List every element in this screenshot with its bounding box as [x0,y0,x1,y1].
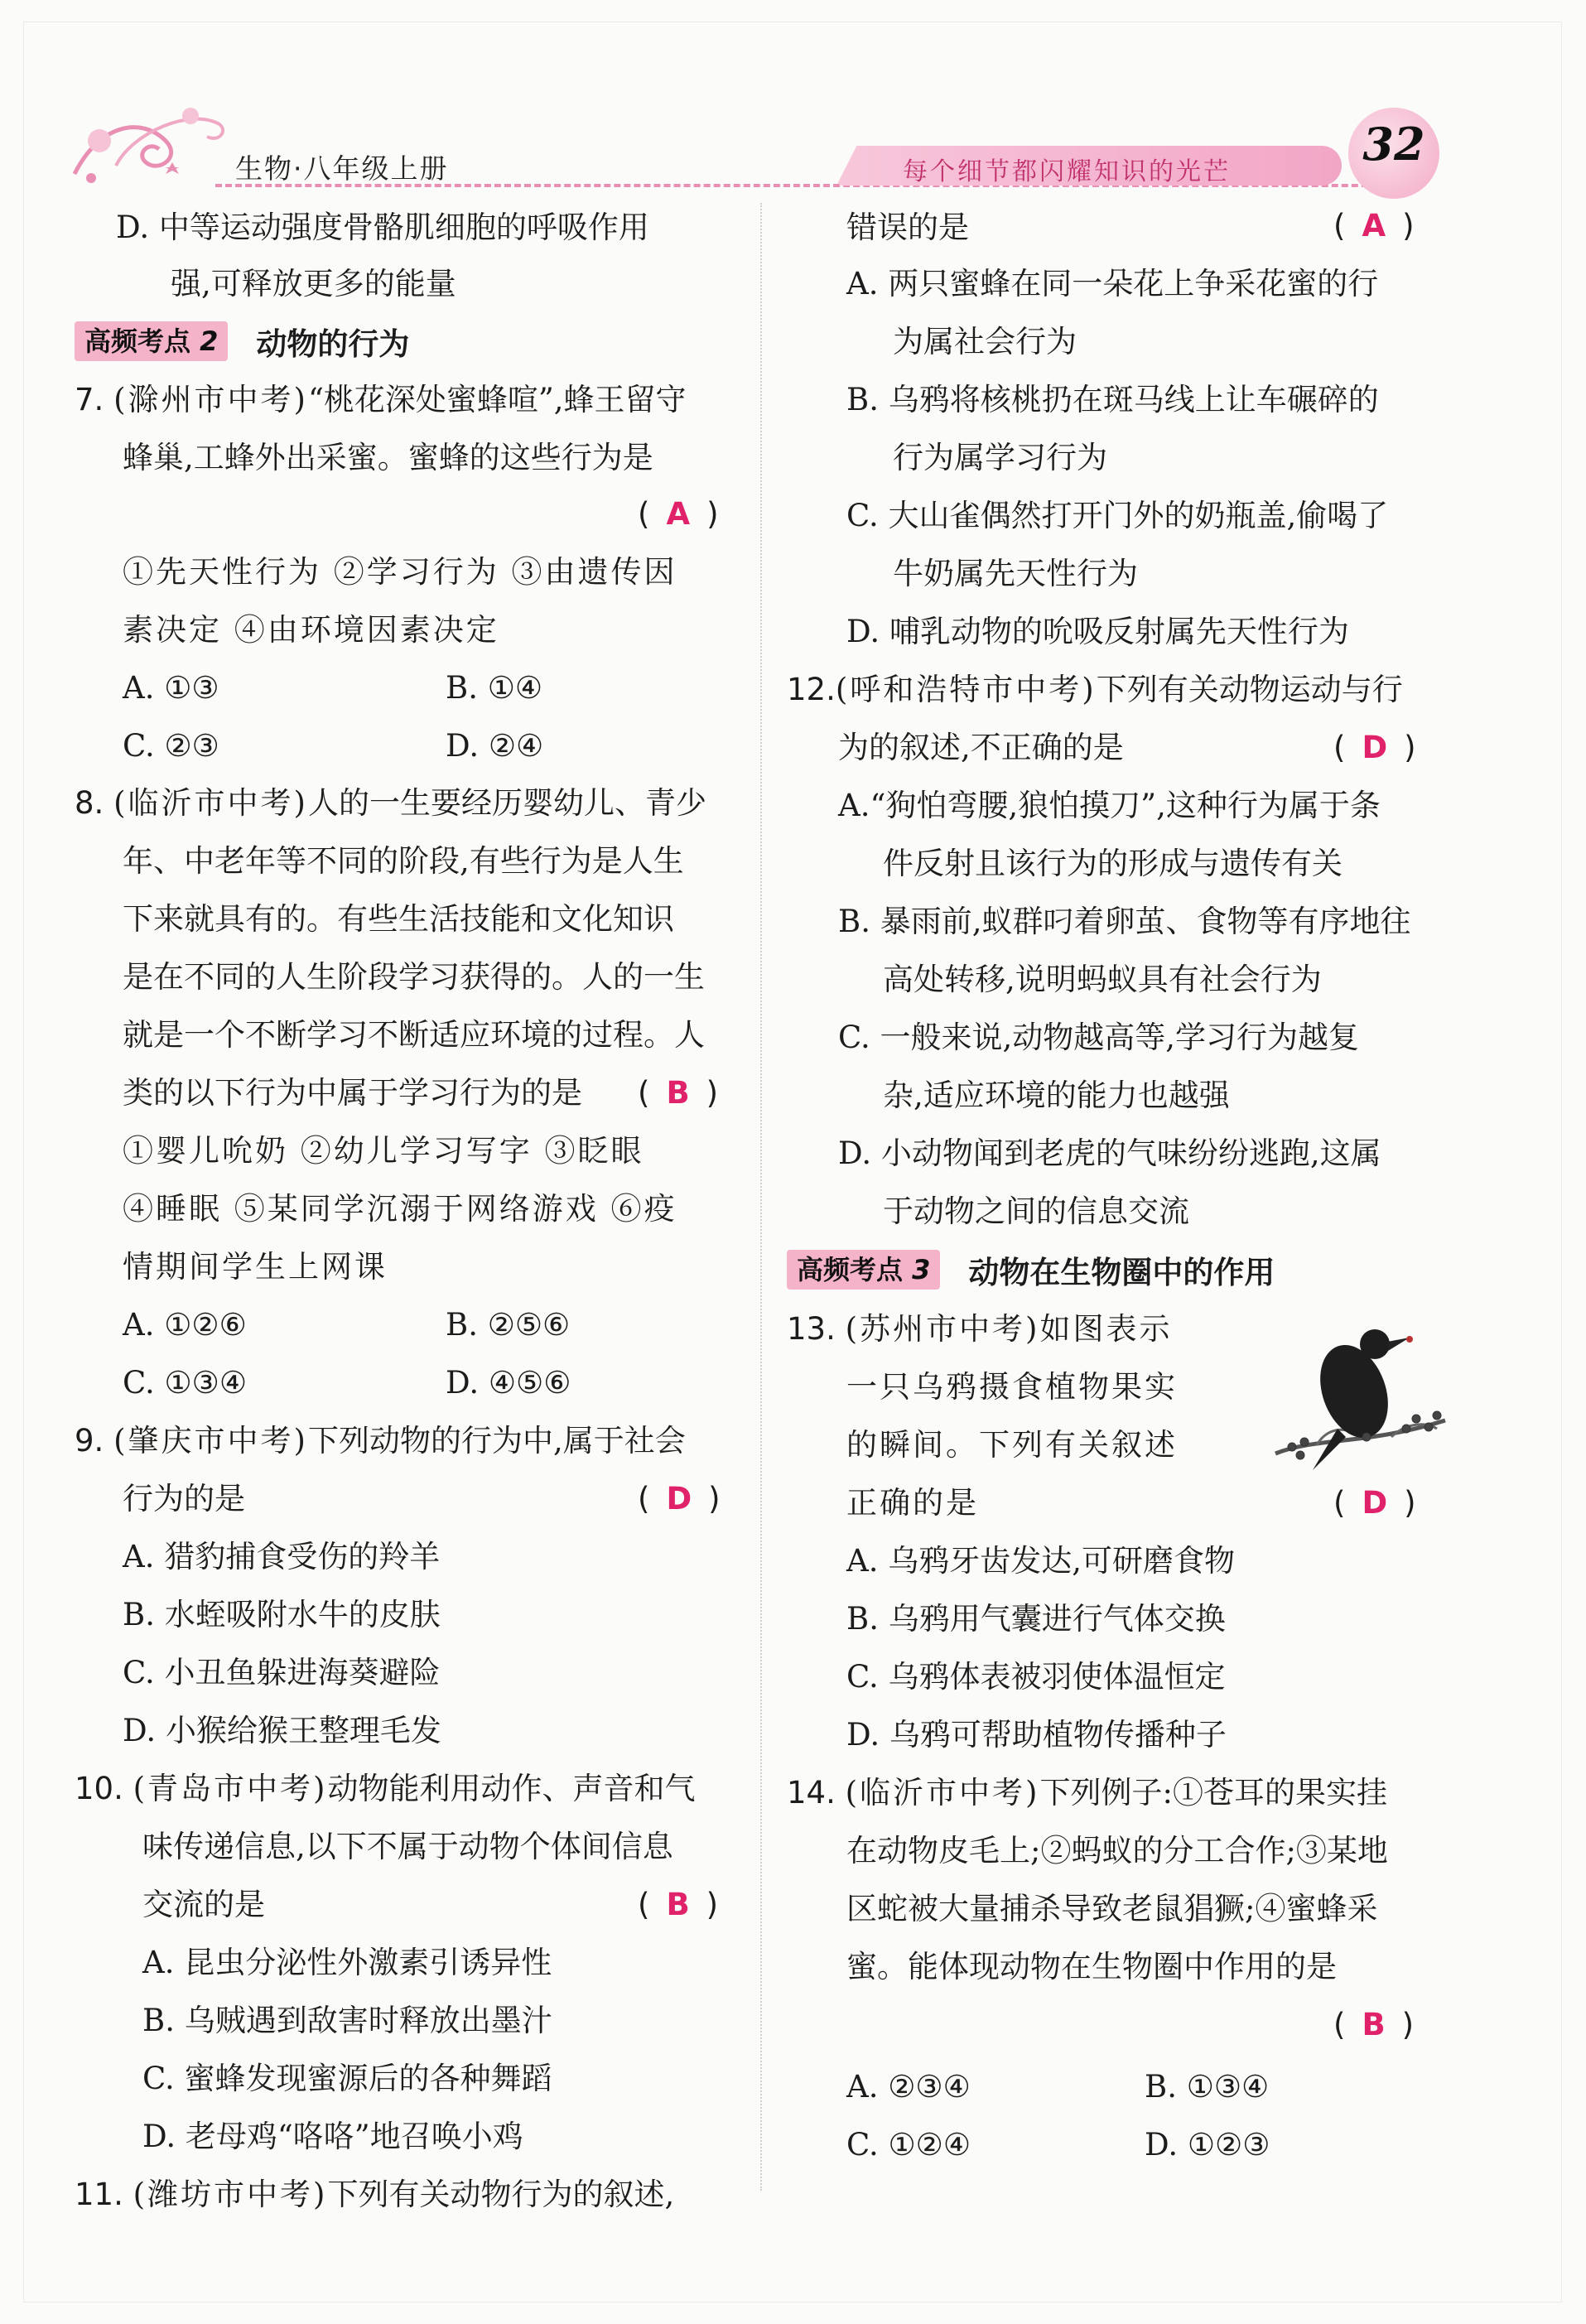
q10-answer: ( B ) [638,1887,719,1922]
answer-mark: A [1362,208,1386,243]
q9-option-b: B. 水蛭吸附水牛的皮肤 [123,1597,441,1632]
q13-option-d: D. 乌鸦可帮助植物传播种子 [846,1717,1227,1753]
page-number: 32 [1362,118,1425,171]
column-divider [760,203,762,2191]
q7-answer: ( A ) [638,496,719,532]
q11-option-d: D. 哺乳动物的吮吸反射属先天性行为 [846,614,1349,649]
section-tag-label: 高频考点 [84,325,191,357]
section-title: 动物在生物圈中的作用 [968,1255,1275,1290]
question-number: 8. [75,785,104,821]
answer-mark: B [666,1887,690,1922]
page-header [0,0,1586,207]
q7-items-line1: ①先天性行为 ②学习行为 ③由遗传因 [123,554,677,590]
q8-answer: ( B ) [638,1075,719,1111]
q8-option-a: A. ①②⑥ [123,1307,247,1343]
q10-stem-line3: 交流的是 [142,1887,265,1922]
q8-items-line1: ①婴儿吮奶 ②幼儿学习写字 ③眨眼 [123,1133,644,1169]
question-text: 下列例子:①苍耳的果实挂 [1039,1775,1387,1811]
q8-option-b: B. ②⑤⑥ [446,1307,571,1343]
question-source: (呼和浩特市中考) [835,672,1097,707]
q12-option-b-line2: 高处转移,说明蚂蚁具有社会行为 [883,962,1322,997]
q13-option-a: A. 乌鸦牙齿发达,可研磨食物 [846,1543,1236,1579]
question-text: 下列有关动物运动与行 [1096,672,1403,707]
question-text: 动物能利用动作、声音和气 [327,1771,696,1806]
q9-stem-line2: 行为的是 [123,1481,245,1516]
question-text: 下列动物的行为中,属于社会 [307,1423,686,1459]
q11-option-a-line1: A. 两只蜜蜂在同一朵花上争采花蜜的行 [846,266,1379,301]
q14-stem-line4: 蜜。能体现动物在生物圈中作用的是 [846,1949,1337,1984]
q7-stem-line2: 蜂巢,工蜂外出采蜜。蜜蜂的这些行为是 [123,440,653,475]
q12-option-b-line1: B. 暴雨前,蚁群叼着卵茧、食物等有序地往 [838,904,1411,939]
q9-answer: ( D ) [638,1481,721,1516]
q11-stem-line2: 错误的是 [846,210,969,245]
q9-option-a: A. 猎豹捕食受伤的羚羊 [123,1539,441,1574]
q7-option-c: C. ②③ [123,728,219,764]
q14-answer: ( B ) [1333,2007,1415,2042]
q9-option-d: D. 小猴给猴王整理毛发 [123,1713,441,1748]
q8-stem-line2: 年、中老年等不同的阶段,有些行为是人生 [123,843,684,879]
q14-option-a: A. ②③④ [846,2069,971,2105]
q14-stem-line1 [787,1772,1387,1814]
q8-items-line2: ④睡眠 ⑤某同学沉溺于网络游戏 ⑥疫 [123,1191,677,1227]
question-text: 人的一生要经历婴幼儿、青少 [307,785,706,821]
question-source: (青岛市中考) [133,1771,328,1806]
question-source: (临沂市中考) [845,1775,1040,1811]
q14-stem-line3: 区蛇被大量捕杀导致老鼠猖獗;④蜜蜂采 [846,1891,1378,1926]
question-text: “桃花深处蜜蜂喧”,蜂王留守 [307,382,687,417]
question-number: 14. [787,1775,836,1811]
q8-stem-line6: 类的以下行为中属于学习行为的是 [123,1075,582,1111]
q13-stem-line1 [787,1309,1172,1350]
answer-mark: D [1362,730,1388,765]
q12-option-c-line1: C. 一般来说,动物越高等,学习行为越复 [838,1020,1360,1055]
q10-option-c: C. 蜜蜂发现蜜源后的各种舞蹈 [142,2061,552,2096]
q12-stem-line2: 为的叙述,不正确的是 [838,730,1124,765]
q11-answer: ( A ) [1333,208,1415,243]
answer-mark: B [1362,2007,1386,2042]
section-tag [75,321,228,361]
question-number: 9. [75,1423,104,1459]
q12-option-a-line2: 件反射且该行为的形成与遗传有关 [883,846,1343,881]
answer-mark: D [1362,1485,1388,1521]
question-source: (肇庆市中考) [113,1423,308,1459]
q11-option-c-line1: C. 大山雀偶然打开门外的奶瓶盖,偷喝了 [846,498,1389,533]
crow-on-branch-illustration [1267,1313,1449,1478]
section-title: 动物的行为 [256,326,410,362]
q8-option-c: C. ①③④ [123,1365,248,1401]
q8-stem-line3: 下来就具有的。有些生活技能和文化知识 [123,901,674,937]
question-number: 7. [75,382,104,417]
question-number: 11. [75,2177,123,2212]
q14-option-b: B. ①③④ [1145,2069,1270,2105]
q7-items-line2: 素决定 ④由环境因素决定 [123,612,499,648]
q6-option-d-line1: D. 中等运动强度骨骼肌细胞的呼吸作用 [116,210,649,245]
q7-option-a: A. ①③ [123,670,219,706]
q10-option-d: D. 老母鸡“咯咯”地召唤小鸡 [142,2119,523,2154]
subject-title: 生物·八年级上册 [235,152,449,185]
answer-mark: D [666,1481,692,1516]
q11-option-b-line1: B. 乌鸦将核桃扔在斑马线上让车碾碎的 [846,382,1379,417]
q7-option-b: B. ①④ [446,670,543,706]
q12-option-a-line1: A.“狗怕弯腰,狼怕摸刀”,这种行为属于条 [838,788,1381,823]
q6-option-d-line2: 强,可释放更多的能量 [171,266,456,301]
q8-stem-line5: 就是一个不断学习不断适应环境的过程。人 [123,1017,705,1053]
q12-answer: ( D ) [1333,730,1416,765]
q12-option-d-line2: 于动物之间的信息交流 [883,1193,1189,1229]
floral-ornament-icon [66,91,232,190]
q13-stem-line4: 正确的是 [846,1485,979,1521]
q13-answer: ( D ) [1333,1485,1416,1521]
q10-stem-line1 [75,1768,695,1810]
q13-stem-line2: 一只乌鸦摄食植物果实 [846,1369,1178,1405]
q11-stem-line1 [75,2174,674,2216]
q13-stem-line3: 的瞬间。下列有关叙述 [846,1427,1178,1463]
section-heading-2 [75,319,409,360]
q7-option-d: D. ②④ [446,728,544,764]
q8-stem-line1 [75,783,706,824]
question-source: (滁州市中考) [113,382,308,417]
answer-mark: A [666,496,691,532]
q14-option-d: D. ①②③ [1145,2127,1270,2162]
q12-option-c-line2: 杂,适应环境的能力也越强 [883,1078,1230,1113]
q10-option-b: B. 乌贼遇到敌害时释放出墨汁 [142,2003,552,2038]
question-source: (苏州市中考) [845,1311,1040,1347]
q9-stem-line1 [75,1420,686,1462]
q12-stem-line1 [787,669,1403,711]
q14-option-c: C. ①②④ [846,2127,971,2162]
section-tag-number: 3 [912,1254,931,1285]
q11-option-c-line2: 牛奶属先天性行为 [893,556,1138,591]
question-number: 10. [75,1771,123,1806]
q7-stem-line1 [75,379,687,421]
q9-option-c: C. 小丑鱼躲进海葵避险 [123,1655,441,1690]
question-source: (潍坊市中考) [133,2177,328,2212]
q8-option-d: D. ④⑤⑥ [446,1365,571,1401]
section-tag-label: 高频考点 [797,1254,904,1285]
q13-option-c: C. 乌鸦体表被羽使体温恒定 [846,1659,1226,1695]
question-number: 12. [787,672,836,707]
section-heading-3 [787,1247,1275,1289]
slogan-text: 每个细节都闪耀知识的光芒 [903,157,1231,186]
question-source: (临沂市中考) [113,785,308,821]
q10-stem-line2: 味传递信息,以下不属于动物个体间信息 [142,1829,673,1864]
question-text: 如图表示 [1039,1311,1173,1347]
q11-option-b-line2: 行为属学习行为 [893,440,1107,475]
q12-option-d-line1: D. 小动物闻到老虎的气味纷纷逃跑,这属 [838,1135,1381,1171]
section-tag [787,1250,940,1290]
question-number: 13. [787,1311,836,1347]
q8-items-line3: 情期间学生上网课 [123,1249,388,1285]
q13-option-b: B. 乌鸦用气囊进行气体交换 [846,1601,1226,1637]
section-tag-number: 2 [200,325,219,357]
answer-mark: B [666,1075,690,1111]
q14-stem-line2: 在动物皮毛上;②蚂蚁的分工合作;③某地 [846,1833,1388,1868]
question-text: 下列有关动物行为的叙述, [327,2177,675,2212]
q10-option-a: A. 昆虫分泌性外激素引诱异性 [142,1945,552,1980]
q8-stem-line4: 是在不同的人生阶段学习获得的。人的一生 [123,959,705,995]
q11-option-a-line2: 为属社会行为 [893,324,1077,359]
